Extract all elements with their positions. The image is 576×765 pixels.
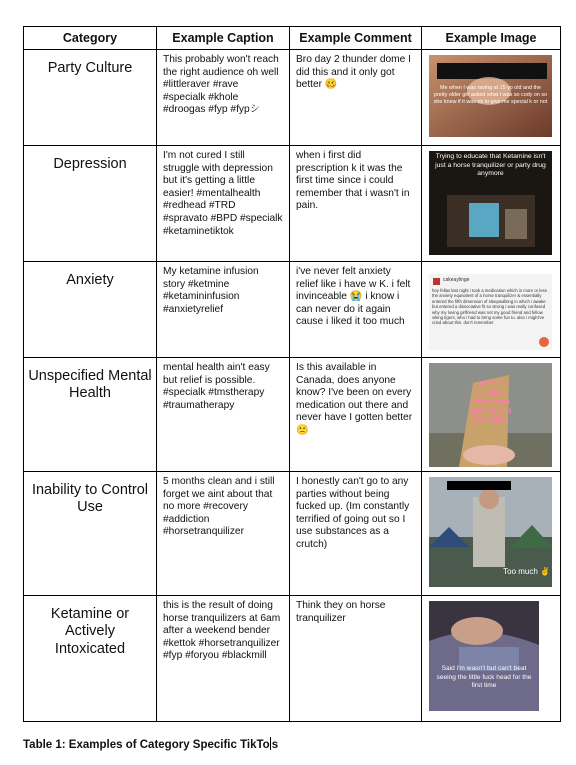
comment-cell: Is this available in Canada, does anyone know? I've been on every medication out there and never have I gotten better 🙁 [290, 358, 422, 472]
table-caption [23, 737, 278, 751]
caption-cell: I'm not cured I still struggle with depression but it's getting a little easier! #mentalhealth #redhead #TRD #spravato #BPD #specialk #ketaminetiktok [157, 146, 290, 262]
example-image [429, 274, 552, 350]
image-cell [422, 596, 561, 722]
table-caption-end: s [271, 739, 279, 751]
example-image [429, 55, 552, 137]
image-overlay-text: Said i'm wasn't but can't beat seeing the little fuck head for the first time [436, 665, 532, 689]
image-overlay-text: Trying to educate that Ketamine isn't just a horse tranquilizer or party drug anymore [435, 153, 546, 178]
image-overlay-text: hey fellas last night i took a medication which is more or less the anxiety equivalent of a horse tranquilizer & essentially entered the fifth dimension of sleepwalking in which i awake but entered a dissociative fit so strong i was really confused why my loving girlfriend was not my good friend and fellow viking tigers, who i had to bring some fun to. also i might've cried about this. don't remember [432, 288, 547, 326]
image-cell [422, 358, 561, 472]
caption-cell: My ketamine infusion story #ketmine #ketamininfusion #anxietyrelief [157, 262, 290, 358]
image-overlay-text: unmeet mental breakdown method and ketamine [468, 379, 512, 424]
comment-cell: I honestly can't go to any parties without being fucked up. (Im constantly terrified of going out so I use substances as a crutch) [290, 472, 422, 596]
header-example-caption: Example Caption [157, 27, 290, 50]
table-row [24, 358, 561, 472]
caption-cell: 5 months clean and i still forget we aint about that no more #recovery #addiction #horsetranquilizer [157, 472, 290, 596]
image-cell [422, 50, 561, 146]
caption-cell: this is the result of doing horse tranquilizers at 6am after a weekend bender #kettok #horsetranquilizer #fyp #foryou #blackmill [157, 596, 290, 722]
image-cell [422, 472, 561, 596]
header-category: Category [24, 27, 157, 50]
image-overlay-text: Too much ✌ [503, 567, 550, 576]
header-row [24, 27, 561, 50]
image-cell [422, 262, 561, 358]
example-image [429, 363, 552, 467]
category-table [23, 26, 561, 722]
caption-cell: mental health ain't easy but relief is possible. #specialk #tmstherapy #traumatherapy [157, 358, 290, 472]
comment-cell: Think they on horse tranquilizer [290, 596, 422, 722]
category-cell: Unspecified Mental Health [24, 358, 157, 472]
image-cell [422, 146, 561, 262]
category-cell: Depression [24, 146, 157, 262]
category-cell: Anxiety [24, 262, 157, 358]
category-cell: Inability to Control Use [24, 472, 157, 596]
table-row [24, 50, 561, 146]
category-cell: Party Culture [24, 50, 157, 146]
example-image [429, 151, 552, 255]
image-overlay-text: Me when I was raving at 15 yo old and the pretty older girl asked what I was so cody on so she knew if it was ok to give me special k or not [433, 85, 548, 105]
category-cell: Ketamine or Actively Intoxicated [24, 596, 157, 722]
comment-cell: i've never felt anxiety relief like i have w K. i felt invinceable 😭 i know i can never do it again cause i liked it too much [290, 262, 422, 358]
header-example-comment: Example Comment [290, 27, 422, 50]
header-example-image: Example Image [422, 27, 561, 50]
caption-cell: This probably won't reach the right audience oh well #littleraver #rave #specialk #khole #droogas #fyp #fypシ [157, 50, 290, 146]
table-row [24, 472, 561, 596]
comment-cell: Bro day 2 thunder dome I did this and it only got better 🥴 [290, 50, 422, 146]
table-row [24, 596, 561, 722]
table-caption-start: Table 1: Examples of Category Specific TikTo [23, 739, 270, 751]
post-username: cakeaylinge [443, 277, 470, 283]
comment-cell: when i first did prescription k it was the first time since i could remember that i wasn't in pain. [290, 146, 422, 262]
example-image [429, 477, 552, 587]
example-image [429, 601, 539, 711]
table-row [24, 262, 561, 358]
table-row [24, 146, 561, 262]
